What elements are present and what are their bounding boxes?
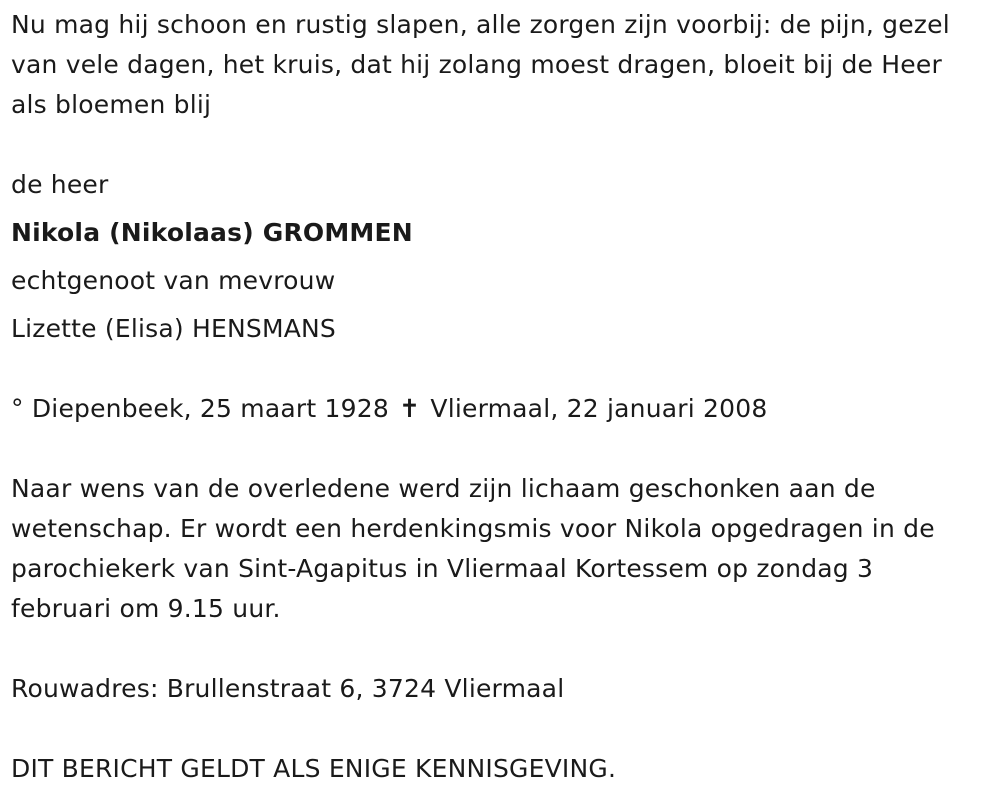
life-dates xyxy=(11,389,991,429)
birth-date: ° Diepenbeek, 25 maart 1928 xyxy=(11,394,389,423)
notice-line: februari om 9.15 uur. xyxy=(11,594,281,623)
closing-statement: DIT BERICHT GELDT ALS ENIGE KENNISGEVING. xyxy=(11,754,617,783)
notice-line: Naar wens van de overledene werd zijn lichaam geschonken aan de xyxy=(11,474,876,503)
mourning-address: Rouwadres: Brullenstraat 6, 3724 Vliermaal xyxy=(11,674,565,703)
notice-line: parochiekerk van Sint-Agapitus in Vliermaal Kortessem op zondag 3 xyxy=(11,554,874,583)
deceased-title: de heer xyxy=(11,170,109,199)
poem-line: als bloemen blij xyxy=(11,90,212,119)
spouse-name: Lizette (Elisa) HENSMANS xyxy=(11,314,337,343)
poem-line: van vele dagen, het kruis, dat hij zolang moest dragen, bloeit bij de Heer xyxy=(11,50,942,79)
death-date: Vliermaal, 22 januari 2008 xyxy=(430,394,768,423)
relation-text: echtgenoot van mevrouw xyxy=(11,266,336,295)
poem-line: Nu mag hij schoon en rustig slapen, alle zorgen zijn voorbij: de pijn, gezel xyxy=(11,10,950,39)
poem xyxy=(11,5,991,125)
cross-icon: ✝ xyxy=(399,394,421,423)
deceased-name: Nikola (Nikolaas) GROMMEN xyxy=(11,218,413,247)
notice-line: wetenschap. Er wordt een herdenkingsmis voor Nikola opgedragen in de xyxy=(11,514,935,543)
notice-paragraph xyxy=(11,469,991,629)
